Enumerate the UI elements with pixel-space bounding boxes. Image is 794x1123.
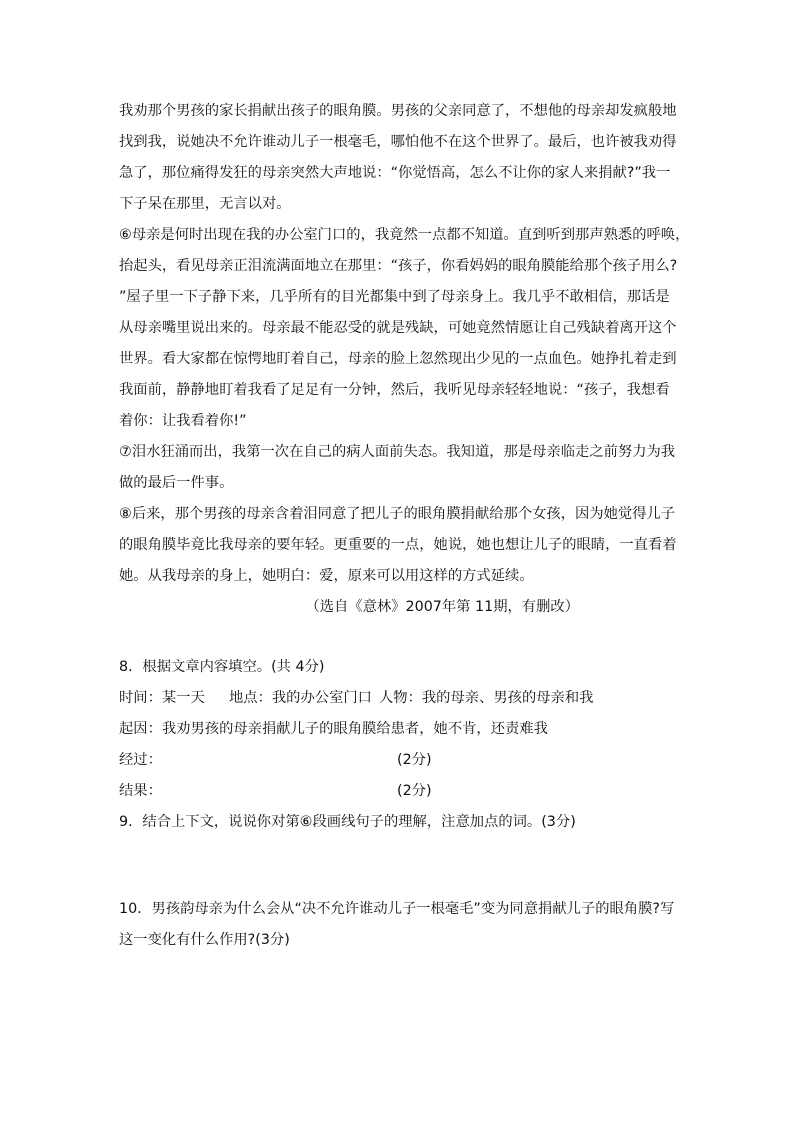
text-line: 抬起头，看见母亲正泪流满面地立在那里：“孩子，你看妈妈的眼角膜能给那个孩子用么?	[119, 258, 678, 274]
result-row	[119, 776, 679, 807]
text-line: 做的最后一件事。	[119, 475, 234, 491]
text-line: 下子呆在那里，无言以对。	[119, 196, 291, 212]
process-points: (2分)	[397, 752, 432, 768]
text-line: 从母亲嘴里说出来的。母亲最不能忍受的就是残缺，可她竟然情愿让自己残缺着离开这个	[119, 320, 677, 336]
time-field: 时间：某一天	[119, 690, 205, 706]
result-points: (2分)	[397, 783, 432, 799]
paragraph-8	[119, 499, 679, 592]
process-row	[119, 745, 679, 776]
question-title: 8．根据文章内容填空。(共 4分)	[119, 659, 325, 675]
question-text: 这一变化有什么作用?(3分)	[119, 932, 290, 948]
text-line: 着你：让我看着你!”	[119, 413, 247, 429]
text-line: ⑥母亲是何时出现在我的办公室门口的，我竟然一点都不知道。直到听到那声熟悉的呼唤，	[119, 227, 690, 243]
text-line: ”屋子里一下子静下来，几乎所有的目光都集中到了母亲身上。我几乎不敢相信，那话是	[119, 289, 670, 305]
text-line: ⑦泪水狂涌而出，我第一次在自己的病人面前失态。我知道，那是母亲临走之前努力为我	[119, 444, 676, 460]
place-field: 地点：我的办公室门口	[229, 690, 372, 706]
text-line: 我面前，静静地盯着我看了足足有一分钟，然后，我听见母亲轻轻地说：“孩子，我想看	[119, 382, 670, 398]
document-page	[119, 96, 690, 956]
text-line: 我劝那个男孩的家长捐献出孩子的眼角膜。男孩的父亲同意了，不想他的母亲却发疯般地	[119, 103, 677, 119]
paragraph-7	[119, 437, 679, 499]
text-line: 世界。看大家都在惊愕地盯着自己，母亲的脸上忽然现出少见的一点血色。她挣扎着走到	[119, 351, 677, 367]
text-line: 急了，那位痛得发狂的母亲突然大声地说：“你觉悟高，怎么不让你的家人来捐献?”我一	[119, 165, 671, 181]
process-label: 经过：	[119, 752, 162, 768]
text-line: 她。从我母亲的身上，她明白：爱，原来可以用这样的方式延续。	[119, 568, 534, 584]
question-text: 9．结合上下文，说说你对第⑥段画线句子的理解，注意加点的词。(3分)	[119, 814, 576, 830]
text-line: 找到我，说她决不允许谁动儿子一根毫毛，哪怕他不在这个世界了。最后，也许被我劝得	[119, 134, 677, 150]
text-line: ⑧后来，那个男孩的母亲含着泪同意了把儿子的眼角膜捐献给那个女孩，因为她觉得儿子	[119, 506, 676, 522]
result-label: 结果：	[119, 783, 162, 799]
question-text: 10．男孩韵母亲为什么会从“决不允许谁动儿子一根毫毛”变为同意捐献儿子的眼角膜?写	[119, 901, 675, 917]
question-9	[119, 807, 679, 838]
people-field: 人物：我的母亲、男孩的母亲和我	[379, 690, 594, 706]
paragraph-5	[119, 96, 679, 220]
question-10	[119, 894, 679, 956]
source-citation: （选自《意林》2007年第 11期，有删改）	[305, 599, 579, 615]
paragraph-6	[119, 220, 690, 437]
question-8	[119, 652, 679, 807]
cause-field: 起因：我劝男孩的母亲捐献儿子的眼角膜给患者，她不肯，还责难我	[119, 721, 548, 737]
text-line: 的眼角膜毕竟比我母亲的要年轻。更重要的一点，她说，她也想让儿子的眼睛，一直看着	[119, 537, 677, 553]
fill-row-info	[119, 683, 679, 714]
